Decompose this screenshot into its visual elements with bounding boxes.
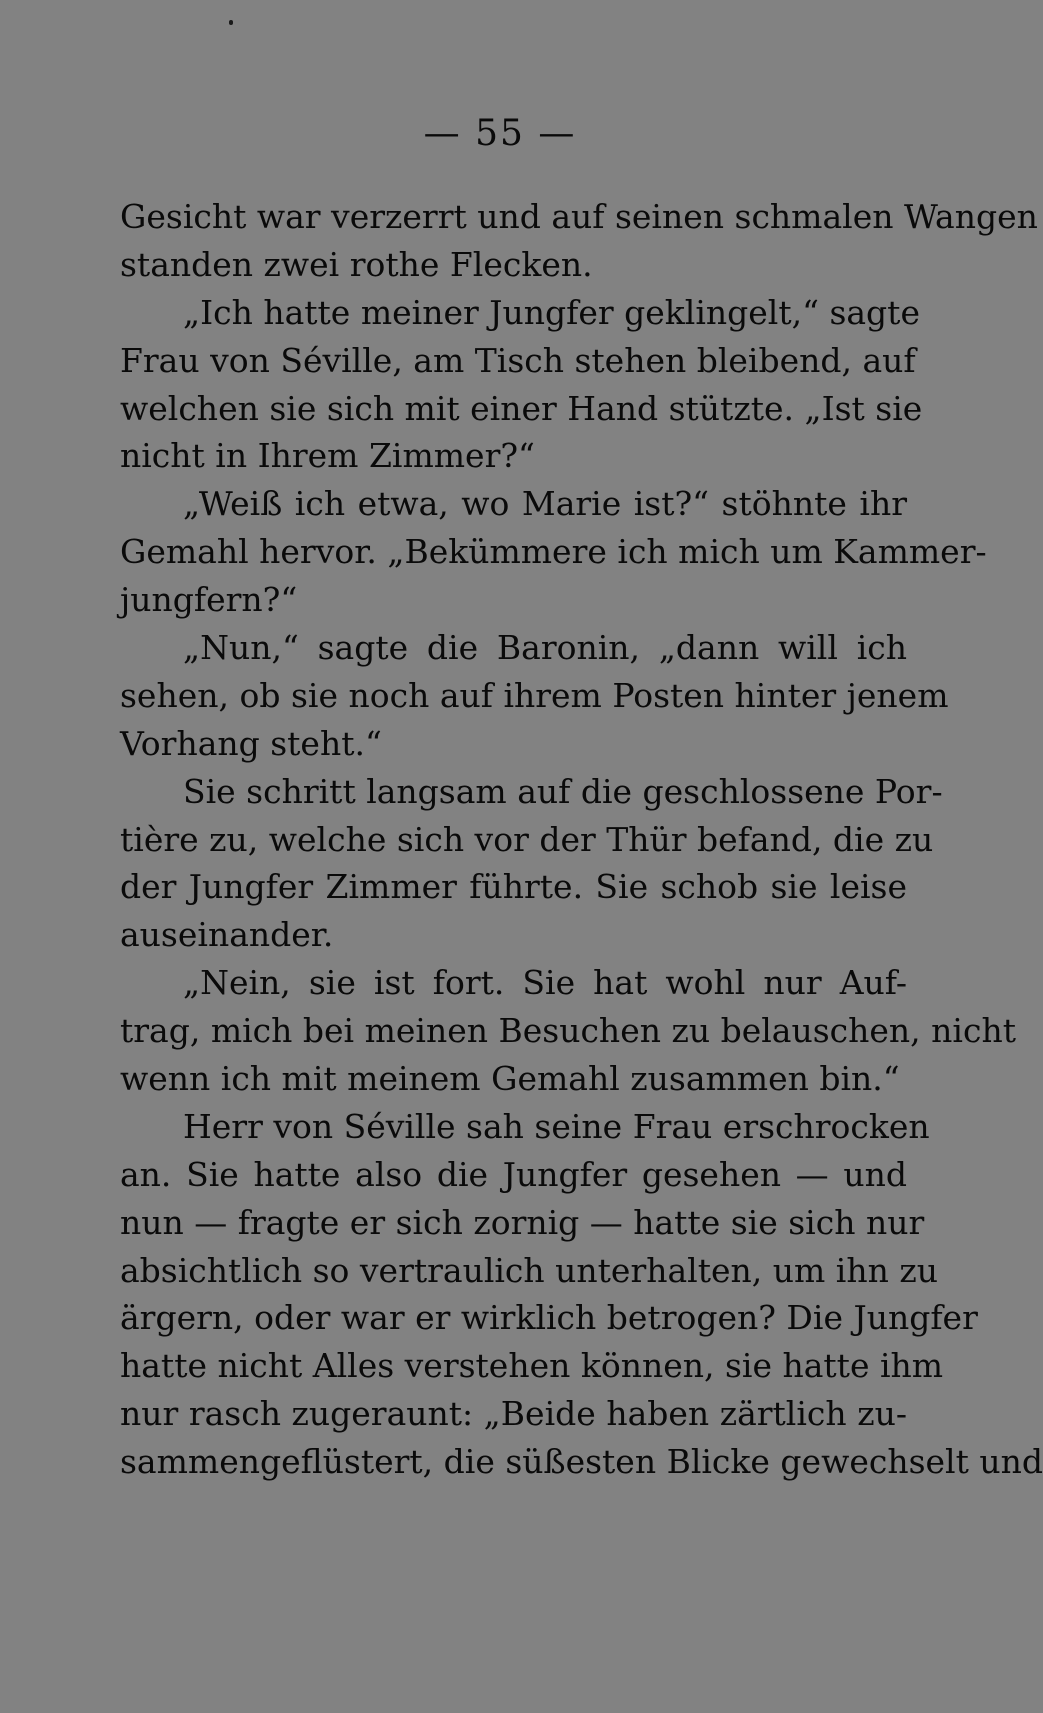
ink-speck (229, 20, 233, 25)
text-line: standen zwei rothe Flecken. (120, 244, 593, 284)
text-line: „Weiß ich etwa, wo Marie ist?“ stöhnte ihr (183, 484, 907, 524)
text-line: Frau von Séville, am Tisch stehen bleibend, auf (120, 340, 916, 380)
text-line: hatte nicht Alles verstehen können, sie hatte ihm (120, 1346, 944, 1386)
text-line: tière zu, welche sich vor der Thür befand, die zu (120, 819, 934, 859)
text-line: Vorhang steht.“ (120, 723, 382, 763)
text-line: sammengeflüstert, die süßesten Blicke gewechselt und (120, 1442, 1043, 1482)
text-line: Sie schritt langsam auf die geschlossene Por- (183, 771, 943, 811)
text-line: „Ich hatte meiner Jungfer geklingelt,“ sagte (183, 292, 920, 332)
text-line: absichtlich so vertraulich unterhalten, um ihn zu (120, 1250, 938, 1290)
text-line: nun — fragte er sich zornig — hatte sie sich nur (120, 1202, 925, 1242)
text-line: nicht in Ihrem Zimmer?“ (120, 436, 535, 476)
text-line: „Nun,“ sagte die Baronin, „dann will ich (183, 628, 907, 668)
text-line: an. Sie hatte also die Jungfer gesehen — und (120, 1154, 907, 1194)
text-line: sehen, ob sie noch auf ihrem Posten hinter jenem (120, 675, 949, 715)
text-line: nur rasch zugeraunt: „Beide haben zärtlich zu- (120, 1394, 907, 1434)
page-number: — 55 — (423, 113, 577, 154)
text-line: wenn ich mit meinem Gemahl zusammen bin.“ (120, 1059, 900, 1099)
text-line: der Jungfer Zimmer führte. Sie schob sie leise (120, 867, 907, 907)
text-line: welchen sie sich mit einer Hand stützte. „Ist sie (120, 388, 923, 428)
text-line: trag, mich bei meinen Besuchen zu belauschen, nicht (120, 1011, 1016, 1051)
text-line: „Nein, sie ist fort. Sie hat wohl nur Auf- (183, 963, 907, 1003)
text-line: Herr von Séville sah seine Frau erschrocken (183, 1106, 930, 1146)
text-line: auseinander. (120, 915, 334, 955)
text-line: jungfern?“ (120, 580, 298, 620)
page-body-text (120, 193, 1043, 1486)
text-line: ärgern, oder war er wirklich betrogen? Die Jungfer (120, 1298, 978, 1338)
text-line: Gesicht war verzerrt und auf seinen schmalen Wangen (120, 197, 1038, 236)
text-line: Gemahl hervor. „Bekümmere ich mich um Kammer- (120, 532, 987, 572)
